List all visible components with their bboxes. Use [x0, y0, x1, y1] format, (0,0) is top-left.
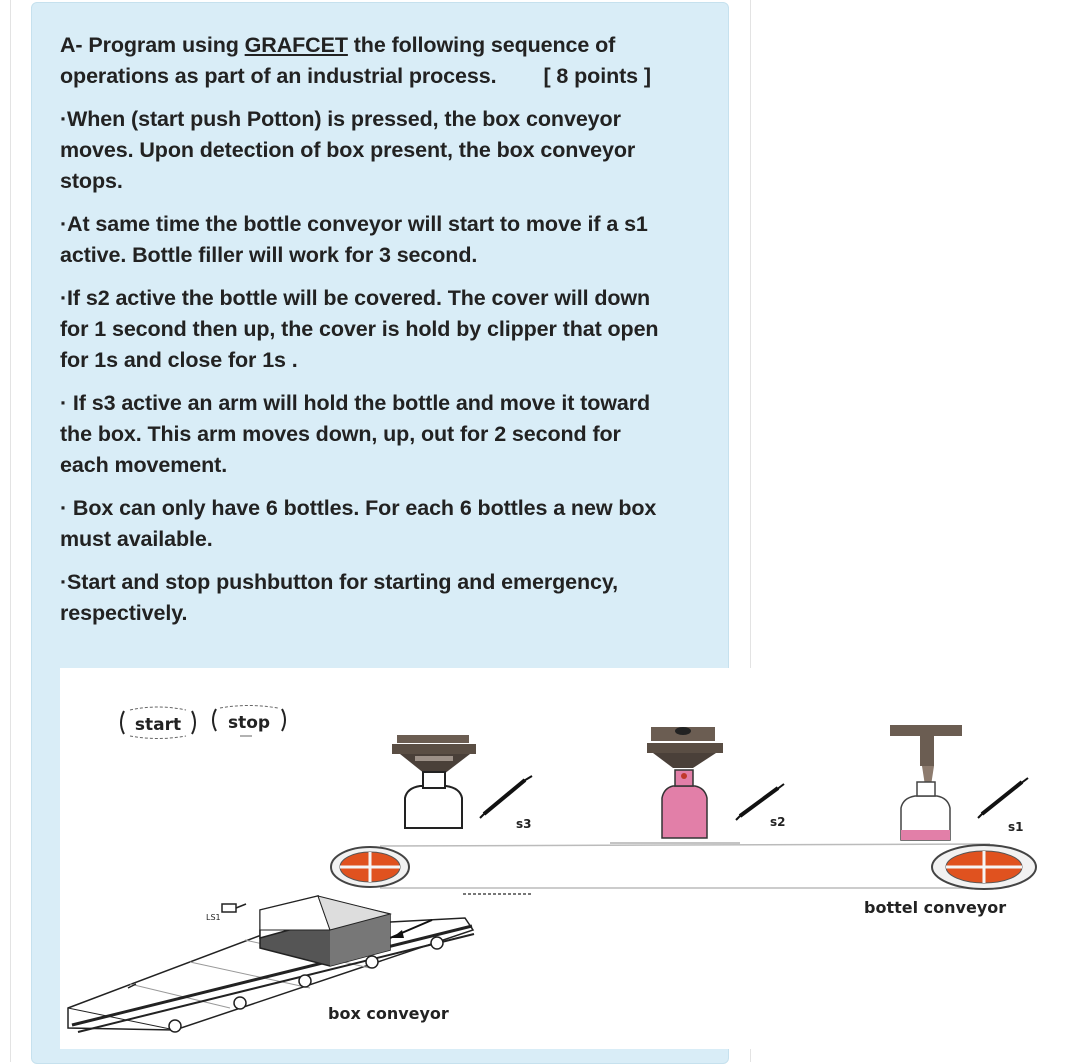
sensor-s2	[736, 784, 786, 829]
points-badge: [ 8 points ]	[543, 64, 651, 88]
ls1-label: LS1	[206, 913, 221, 922]
bullet-bottle-conveyor: ·At same time the bottle conveyor will start to move if a s1 active. Bottle filler will work for 3 second.	[60, 212, 648, 267]
title-prefix: A- Program using	[60, 33, 245, 57]
stop-label: stop	[227, 713, 271, 733]
bullet-arm: · If s3 active an arm will hold the bottle and move it toward the box. This arm moves down, up, out for 2 second for each movement.	[60, 391, 651, 477]
sensor-s1	[978, 778, 1028, 834]
bullet-cover: ·If s2 active the bottle will be covered. The cover will down for 1 second then up, the cover is hold by clipper that open for 1s and close for 1s .	[60, 286, 659, 372]
left-divider	[10, 0, 11, 1062]
bullet-start: ·When (start push Potton) is pressed, the box conveyor moves. Upon detection of box present, the box conveyor stops.	[60, 107, 636, 193]
start-button	[121, 707, 195, 739]
station-s2	[647, 727, 723, 838]
box-conveyor-label: box conveyor	[328, 1004, 449, 1023]
sensor-s3	[480, 776, 532, 831]
title-rest: the following sequence of operations as part of an industrial process.	[60, 33, 616, 88]
bullet-start-stop: ·Start and stop pushbutton for starting and emergency, respectively.	[60, 570, 619, 625]
start-label: start	[134, 715, 182, 735]
s1-label: s1	[1008, 820, 1024, 834]
process-diagram	[60, 668, 1080, 1049]
grafcet-keyword: GRAFCET	[244, 33, 348, 57]
bottle-conveyor-label: bottel conveyor	[864, 898, 1007, 917]
stop-button	[213, 706, 285, 737]
s3-label: s3	[516, 817, 532, 831]
question-title	[60, 30, 670, 92]
bottle-conveyor	[380, 843, 990, 894]
process-diagram-svg	[60, 668, 1080, 1049]
station-s1	[890, 725, 962, 840]
station-s3	[392, 735, 476, 828]
sensor-ls1	[206, 904, 246, 922]
s2-label: s2	[770, 815, 786, 829]
bullet-box-capacity: · Box can only have 6 bottles. For each 6 bottles a new box must available.	[60, 496, 657, 551]
right-roller	[932, 845, 1036, 889]
left-roller	[331, 847, 409, 887]
question-text	[60, 30, 670, 641]
